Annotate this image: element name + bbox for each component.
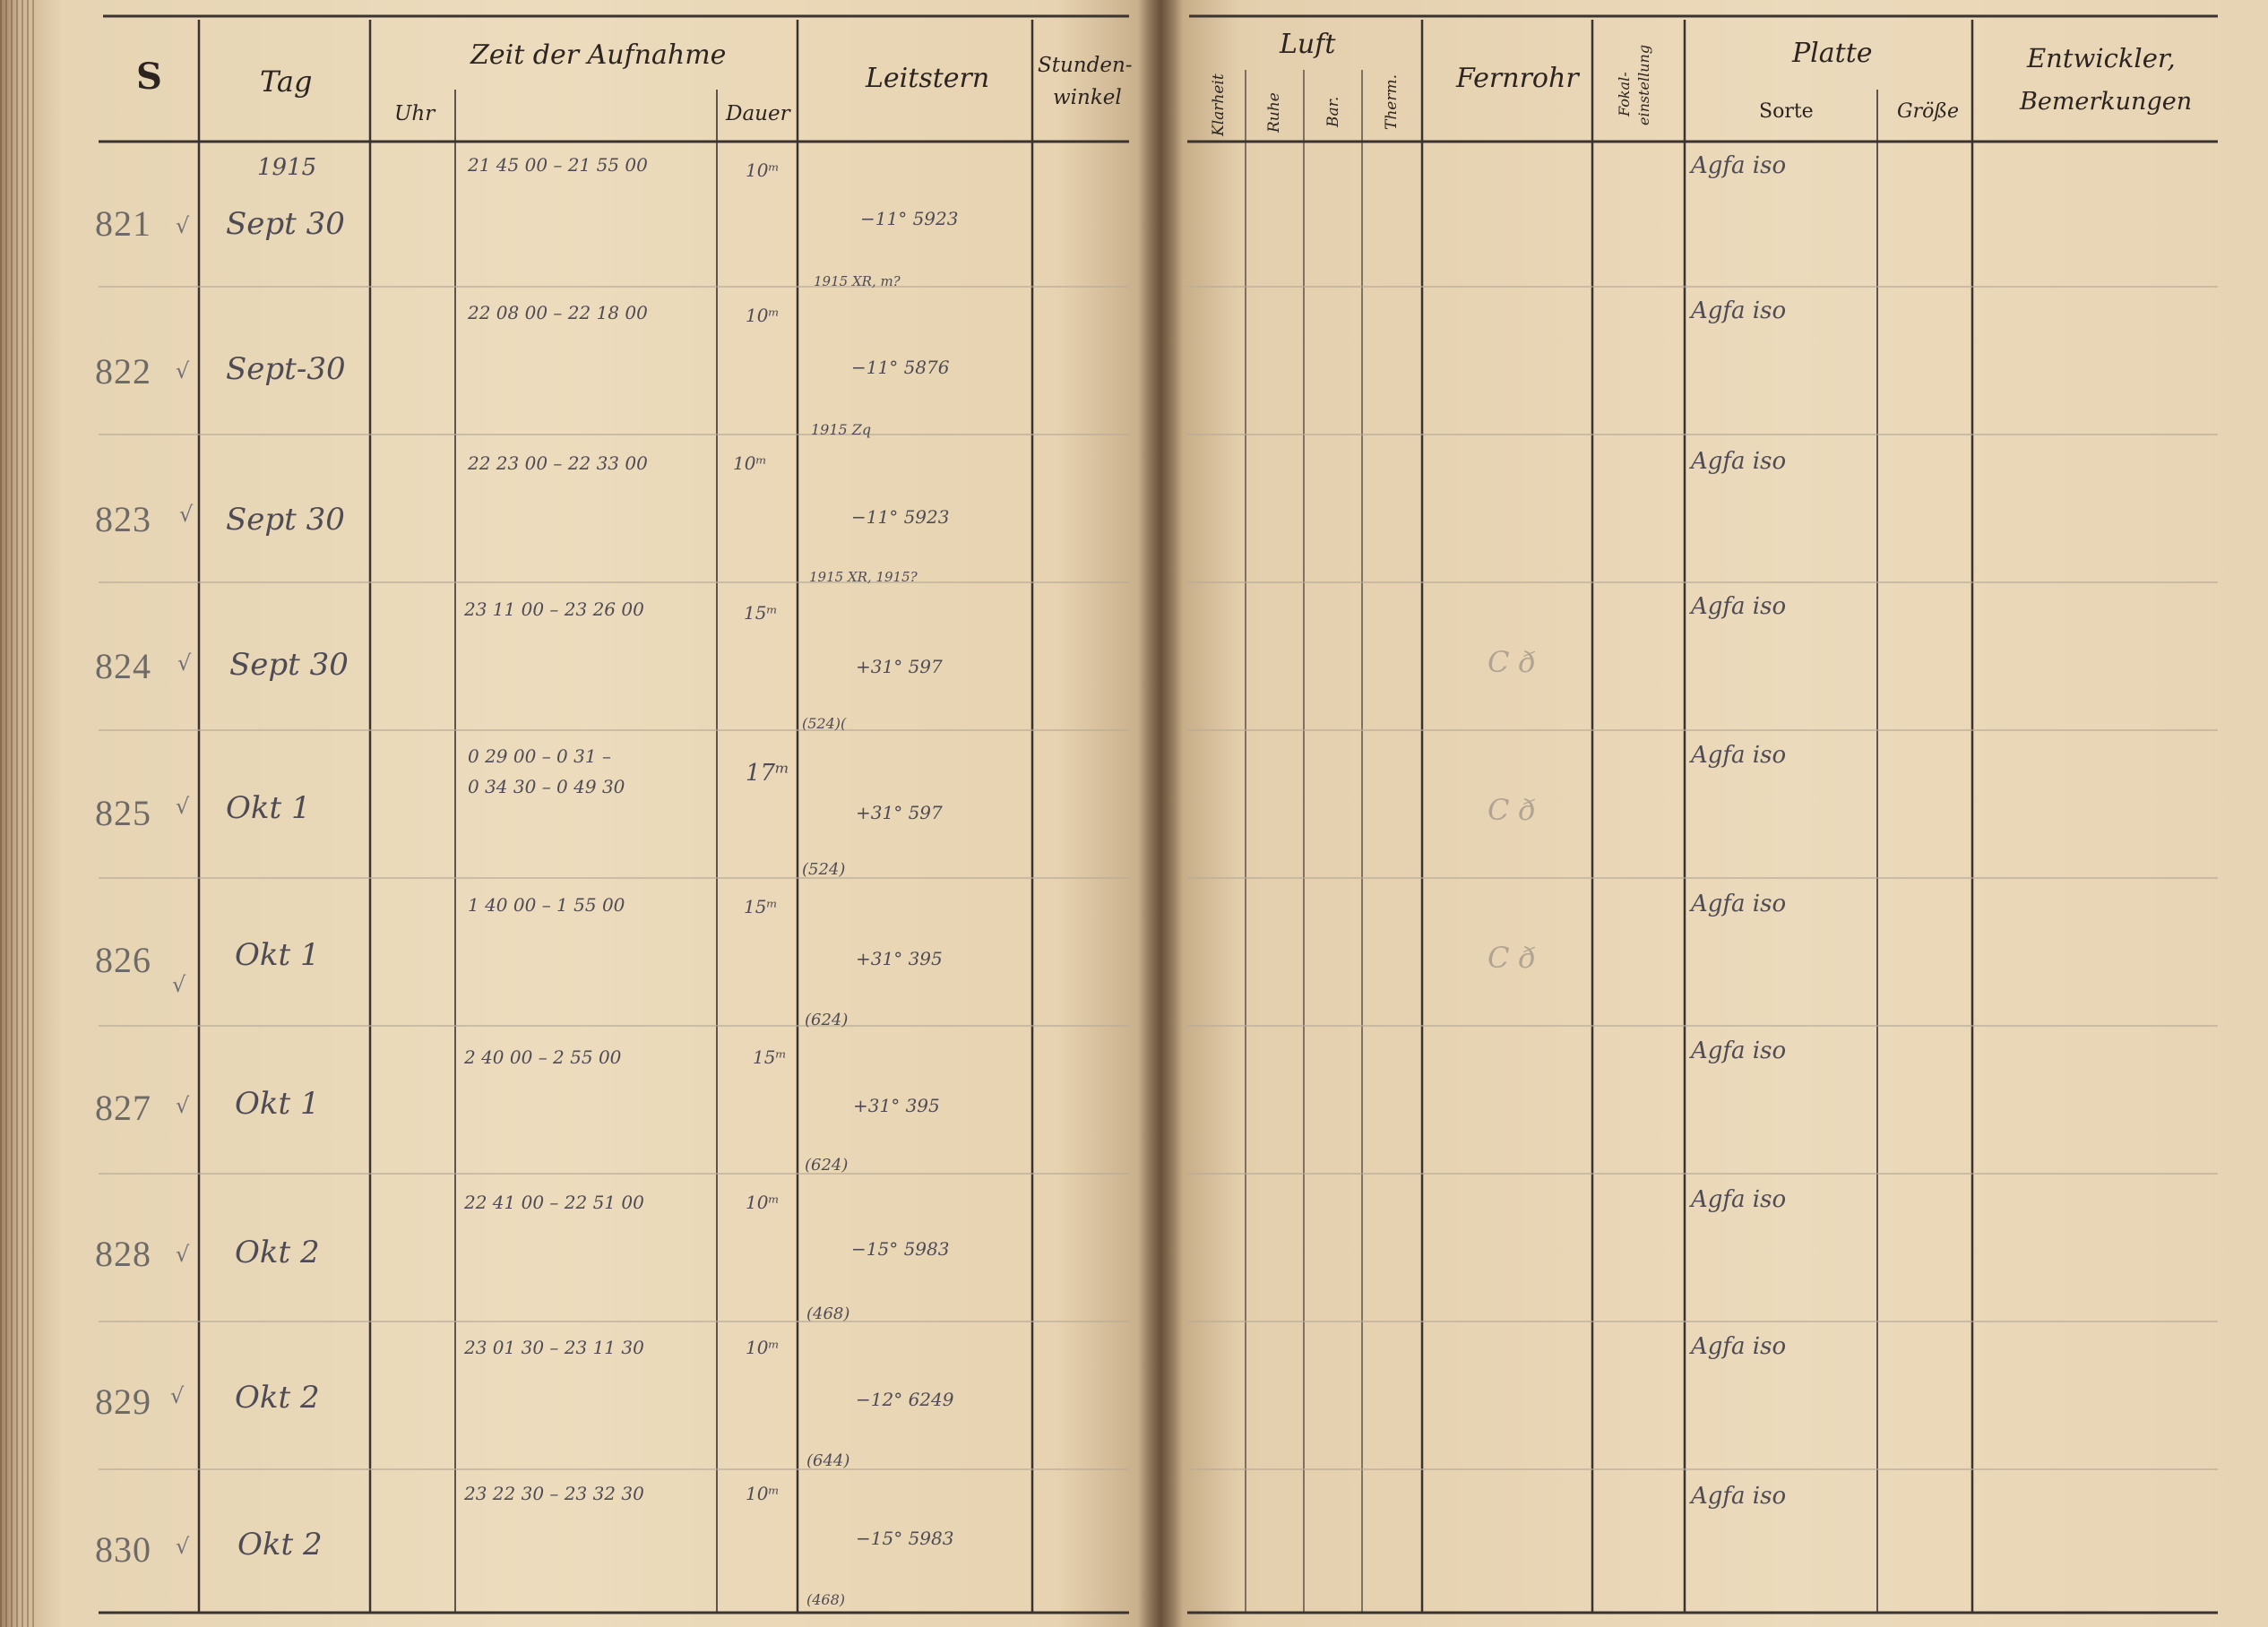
header-fokal-2: einstellung xyxy=(1635,44,1652,125)
checkmark: √ xyxy=(176,358,190,383)
entry-tag: Sept-30 xyxy=(226,351,346,387)
entry-zeit: 23 22 30 – 23 32 30 xyxy=(464,1483,644,1504)
header-stundenwinkel-1: Stunden- xyxy=(1038,54,1133,77)
entry-zeit: 23 11 00 – 23 26 00 xyxy=(464,598,644,620)
entry-tag: Sept 30 xyxy=(226,206,345,242)
entry-number: 825 xyxy=(95,793,151,833)
header-sorte: Sorte xyxy=(1759,100,1814,123)
entry-note: (468) xyxy=(806,1591,846,1608)
entry-dauer: 10ᵐ xyxy=(746,159,780,181)
header-ruhe: Ruhe xyxy=(1265,92,1283,133)
entry-tag: Okt 2 xyxy=(235,1235,320,1270)
header-therm: Therm. xyxy=(1383,74,1401,130)
entry-number: 822 xyxy=(95,351,151,392)
entry-tag: Okt 2 xyxy=(237,1527,323,1562)
entry-sorte: Agfa iso xyxy=(1691,742,1787,769)
right-grid xyxy=(1160,0,2268,1627)
entry-sorte: Agfa iso xyxy=(1691,1037,1787,1064)
entry-zeit: 2 40 00 – 2 55 00 xyxy=(464,1046,622,1068)
header-klarheit: Klarheit xyxy=(1210,73,1228,136)
right-page xyxy=(1160,0,2268,1627)
entry-number: 821 xyxy=(95,203,151,244)
checkmark: √ xyxy=(176,794,190,819)
entry-dauer: 15ᵐ xyxy=(753,1046,787,1068)
entry-number: 829 xyxy=(95,1382,151,1422)
entry-leitstern: −15° 5983 xyxy=(856,1528,954,1549)
entry-leitstern: −11° 5923 xyxy=(851,506,950,528)
checkmark: √ xyxy=(170,1383,185,1408)
entry-number: 827 xyxy=(95,1088,151,1128)
entry-leitstern: +31° 395 xyxy=(856,948,943,969)
checkmark: √ xyxy=(177,650,192,676)
header-luft: Luft xyxy=(1280,29,1336,60)
entry-note: 1915 Zq xyxy=(811,421,872,438)
entry-zeit: 22 23 00 – 22 33 00 xyxy=(468,452,648,474)
header-bemerkungen: Bemerkungen xyxy=(2020,88,2193,116)
header-s: S xyxy=(136,56,162,98)
entry-sorte: Agfa iso xyxy=(1691,1186,1787,1213)
entry-leitstern: +31° 597 xyxy=(856,802,943,823)
entry-sorte: Agfa iso xyxy=(1691,152,1787,179)
entry-note: 1915 XR, m? xyxy=(814,273,901,289)
entry-fernrohr: C ð xyxy=(1488,645,1536,679)
entry-note: (624) xyxy=(805,1156,849,1175)
entry-note: (644) xyxy=(806,1451,850,1470)
header-fokal-1: Fokal- xyxy=(1616,72,1633,116)
entry-note: (524)( xyxy=(802,715,847,732)
entry-number: 826 xyxy=(95,940,151,980)
header-uhr: Uhr xyxy=(394,102,435,125)
header-entwickler: Entwickler, xyxy=(2027,43,2176,73)
entry-tag: Okt 2 xyxy=(235,1380,320,1416)
entry-number: 824 xyxy=(95,646,151,686)
book-gutter xyxy=(1138,0,1183,1627)
header-leitstern: Leitstern xyxy=(866,63,990,94)
entry-fernrohr: C ð xyxy=(1488,793,1536,827)
year-1915: 1915 xyxy=(257,154,317,181)
header-stundenwinkel-2: winkel xyxy=(1053,86,1122,109)
checkmark: √ xyxy=(176,213,190,238)
entry-dauer: 10ᵐ xyxy=(746,305,780,326)
entry-leitstern: +31° 395 xyxy=(853,1095,940,1116)
entry-zeit: 22 41 00 – 22 51 00 xyxy=(464,1192,644,1213)
entry-dauer: 10ᵐ xyxy=(746,1192,780,1213)
entry-sorte: Agfa iso xyxy=(1691,593,1787,620)
entry-number: 823 xyxy=(95,499,151,539)
entry-dauer: 10ᵐ xyxy=(746,1337,780,1358)
header-platte: Platte xyxy=(1792,38,1873,69)
header-dauer: Dauer xyxy=(726,102,790,125)
entry-zeit: 22 08 00 – 22 18 00 xyxy=(468,302,648,323)
entry-sorte: Agfa iso xyxy=(1691,297,1787,324)
entry-note: 1915 XR, 1915? xyxy=(809,569,918,585)
header-bar: Bar. xyxy=(1324,96,1342,127)
entry-fernrohr: C ð xyxy=(1488,941,1536,975)
entry-number: 830 xyxy=(95,1529,151,1570)
entry-note: (624) xyxy=(805,1011,849,1029)
entry-dauer: 17ᵐ xyxy=(746,760,790,787)
checkmark: √ xyxy=(176,1242,190,1267)
checkmark: √ xyxy=(172,972,186,997)
checkmark: √ xyxy=(179,502,194,527)
entry-leitstern: −12° 6249 xyxy=(856,1389,954,1410)
entry-dauer: 15ᵐ xyxy=(744,602,778,624)
entry-tag: Sept 30 xyxy=(226,502,345,538)
entry-sorte: Agfa iso xyxy=(1691,1333,1787,1360)
entry-number: 828 xyxy=(95,1234,151,1274)
entry-zeit-line2: 0 34 30 – 0 49 30 xyxy=(468,776,625,797)
entry-tag: Okt 1 xyxy=(235,1086,320,1122)
header-groesse: Größe xyxy=(1897,100,1960,123)
entry-leitstern: −11° 5876 xyxy=(851,357,950,378)
entry-sorte: Agfa iso xyxy=(1691,448,1787,475)
entry-zeit: 21 45 00 – 21 55 00 xyxy=(468,154,648,176)
entry-note: (524) xyxy=(802,860,846,879)
entry-tag: Okt 1 xyxy=(235,937,320,973)
header-tag: Tag xyxy=(260,65,313,99)
entry-leitstern: −15° 5983 xyxy=(851,1238,950,1260)
entry-note: (468) xyxy=(806,1304,850,1323)
header-zeit-der-aufnahme: Zeit der Aufnahme xyxy=(470,39,727,71)
entry-sorte: Agfa iso xyxy=(1691,1483,1787,1510)
entry-dauer: 15ᵐ xyxy=(744,896,778,917)
checkmark: √ xyxy=(176,1534,190,1559)
entry-zeit: 23 01 30 – 23 11 30 xyxy=(464,1337,644,1358)
entry-leitstern: −11° 5923 xyxy=(860,208,959,229)
entry-sorte: Agfa iso xyxy=(1691,891,1787,917)
entry-zeit: 0 29 00 – 0 31 – xyxy=(468,745,611,767)
entry-tag: Sept 30 xyxy=(229,647,349,683)
checkmark: √ xyxy=(176,1093,190,1118)
entry-dauer: 10ᵐ xyxy=(746,1483,780,1504)
entry-zeit: 1 40 00 – 1 55 00 xyxy=(468,894,625,916)
entry-dauer: 10ᵐ xyxy=(733,452,767,474)
header-fernrohr: Fernrohr xyxy=(1456,63,1579,94)
entry-leitstern: +31° 597 xyxy=(856,656,943,677)
entry-tag: Okt 1 xyxy=(226,790,311,826)
